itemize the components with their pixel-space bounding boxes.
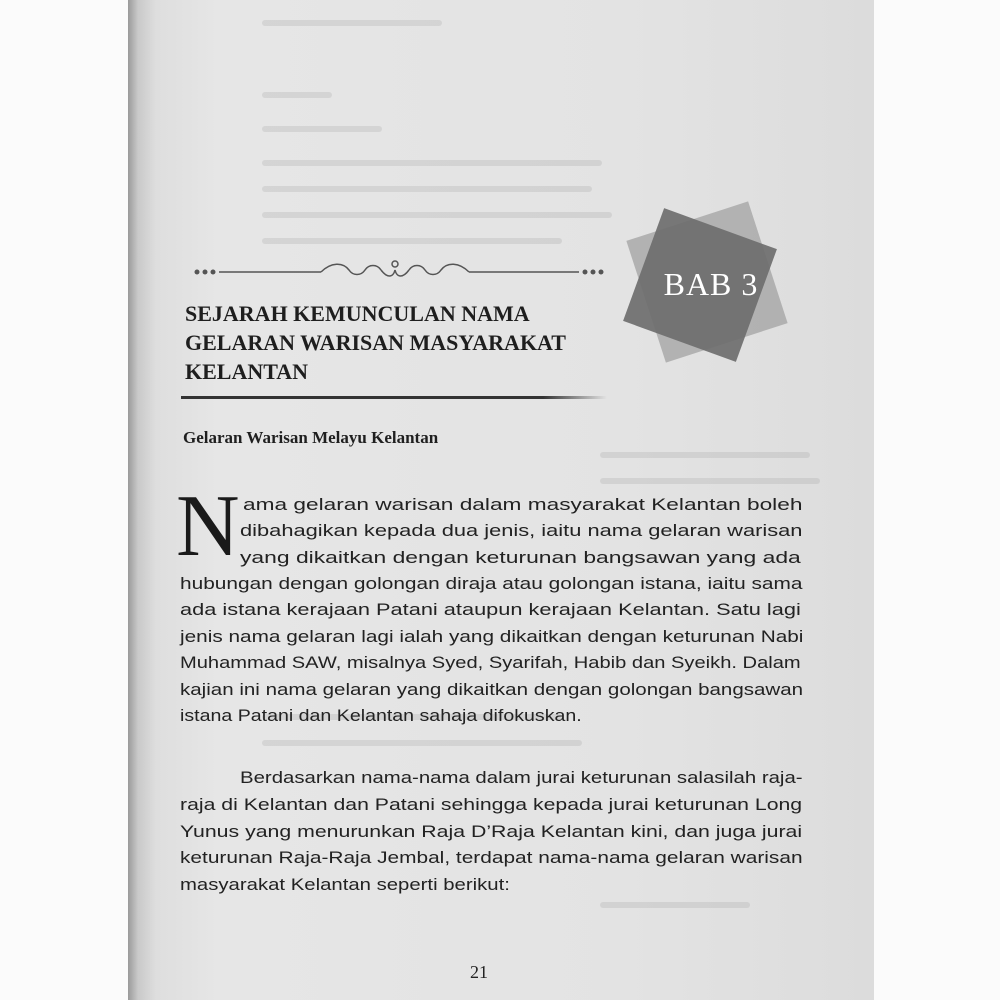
chapter-title-line: SEJARAH KEMUNCULAN NAMA	[185, 301, 530, 326]
text-line: Berdasarkan nama-nama dalam jurai keturunan salasilah raja-	[240, 768, 803, 787]
text-line: kajian ini nama gelaran yang dikaitkan dengan golongan bangsawan	[180, 680, 804, 699]
chapter-title-line: GELARAN WARISAN MASYARAKAT	[185, 330, 566, 355]
text-line: jenis nama gelaran lagi ialah yang dikaitkan dengan keturunan Nabi	[180, 627, 804, 646]
page-number: 21	[470, 962, 488, 982]
text-line: keturunan Raja-Raja Jembal, terdapat nama-nama gelaran warisan	[180, 848, 803, 867]
chapter-title	[185, 299, 645, 386]
ornament-divider	[193, 258, 605, 282]
text-line: raja di Kelantan dan Patani sehingga kepada jurai keturunan Long	[180, 795, 803, 814]
chapter-title-line: KELANTAN	[185, 359, 309, 384]
text-line: Muhammad SAW, misalnya Syed, Syarifah, Habib dan Syeikh. Dalam	[180, 653, 801, 672]
title-underline	[181, 396, 607, 399]
chapter-label: BAB 3	[663, 266, 759, 302]
section-heading: Gelaran Warisan Melayu Kelantan	[183, 428, 439, 447]
text-line: yang dikaitkan dengan keturunan bangsawan yang ada	[240, 548, 801, 567]
drop-cap: N	[176, 478, 240, 575]
text-line: Yunus yang menurunkan Raja D’Raja Kelantan kini, dan juga jurai	[180, 822, 803, 841]
text-line: ada istana kerajaan Patani ataupun kerajaan Kelantan. Satu lagi	[180, 600, 801, 619]
text-line: ama gelaran warisan dalam masyarakat Kelantan boleh	[243, 495, 803, 514]
text-line: hubungan dengan golongan diraja atau golongan istana, iaitu sama	[180, 574, 803, 593]
text-line: dibahagikan kepada dua jenis, iaitu nama gelaran warisan	[240, 521, 803, 540]
text-line: istana Patani dan Kelantan sahaja difokuskan.	[180, 706, 582, 725]
text-line: masyarakat Kelantan seperti berikut:	[180, 875, 510, 894]
